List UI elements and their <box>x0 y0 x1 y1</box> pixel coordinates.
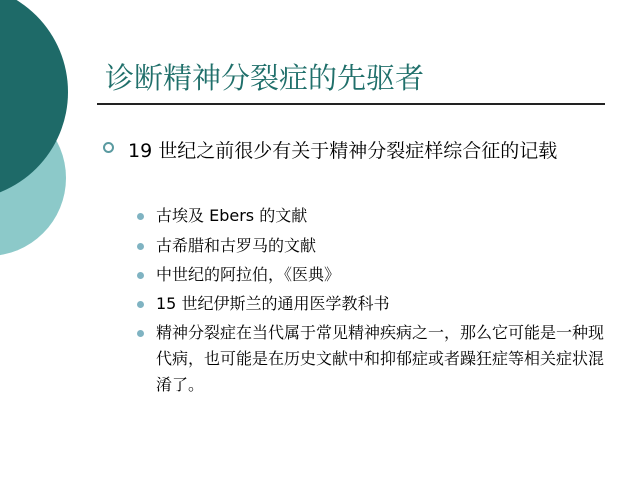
decorative-circles <box>0 0 110 260</box>
level1-bullet-icon <box>103 142 114 153</box>
bullet-icon <box>137 330 144 337</box>
bullet-icon <box>137 272 144 279</box>
sub-point-text: 精神分裂症在当代属于常见精神疾病之一，那么它可能是一种现代病，也可能是在历史文献中和抑郁症或者躁狂症等相关症状混淆了。 <box>156 323 605 394</box>
main-point: 19 世纪之前很少有关于精神分裂症样综合征的记载 <box>128 140 558 162</box>
sub-point-text: 古希腊和古罗马的文献 <box>156 236 317 255</box>
sub-point-text: 15 世纪伊斯兰的通用医学教科书 <box>156 294 390 313</box>
bullet-icon <box>137 243 144 250</box>
sub-point-text: 中世纪的阿拉伯，《医典》 <box>156 265 341 284</box>
bullet-icon <box>137 301 144 308</box>
sub-point-text: 古埃及 Ebers 的文献 <box>156 206 308 225</box>
bullet-icon <box>137 213 144 220</box>
slide-title: 诊断精神分裂症的先驱者 <box>105 61 425 95</box>
title-divider <box>97 103 605 105</box>
